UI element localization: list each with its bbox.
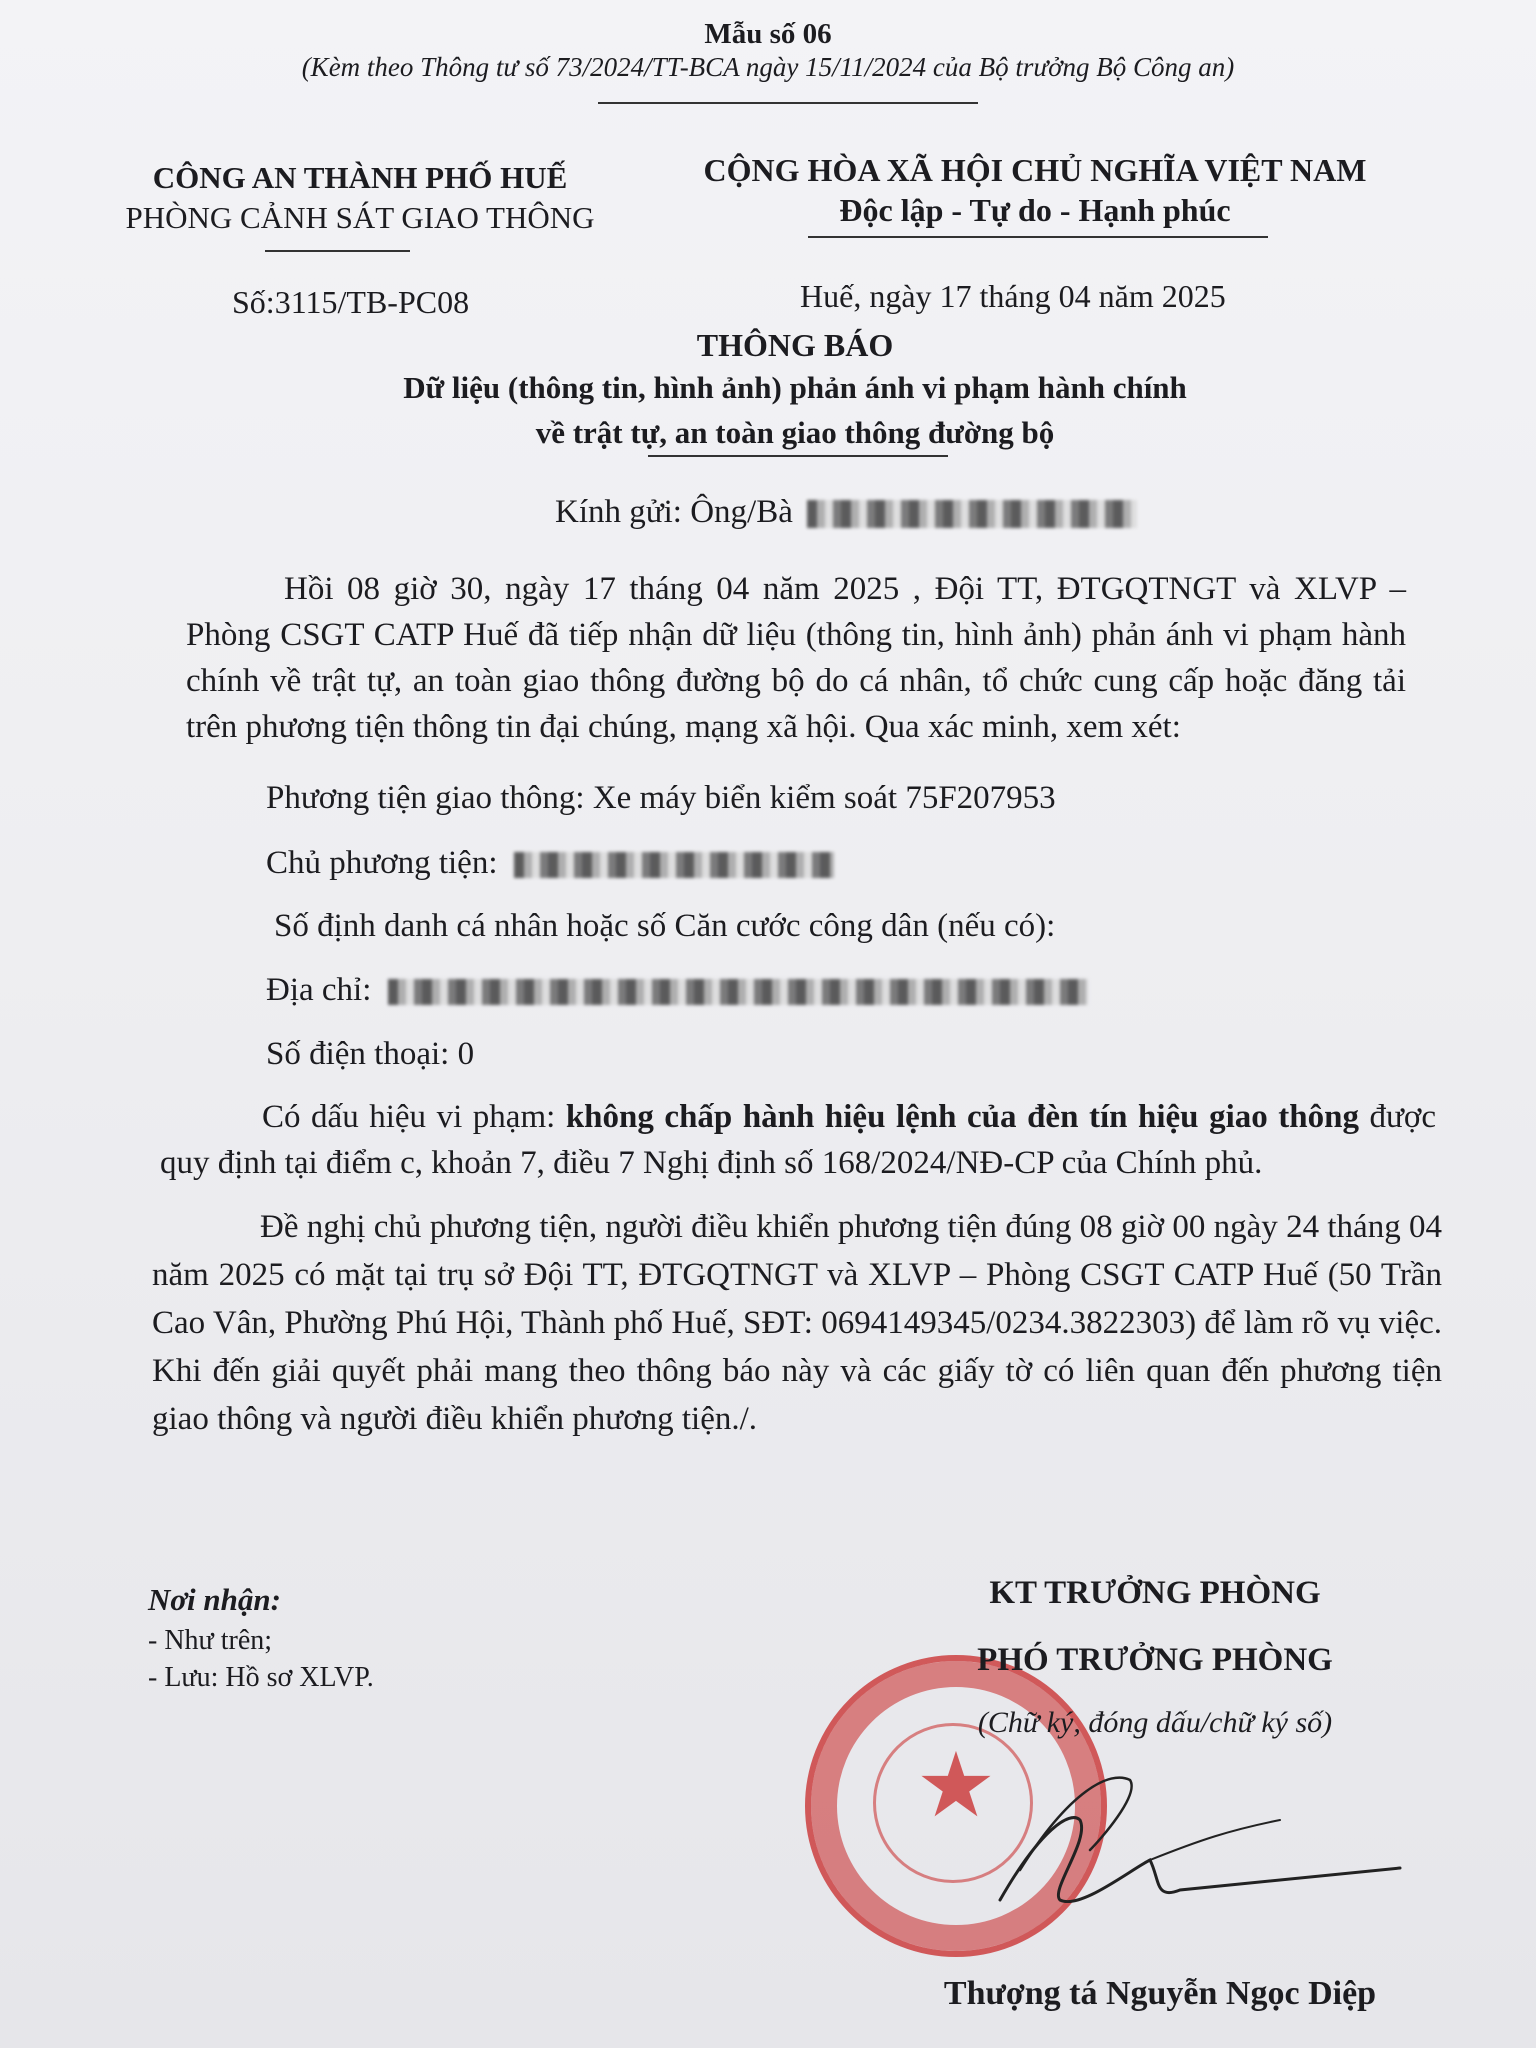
intro-paragraph: Hồi 08 giờ 30, ngày 17 tháng 04 năm 2025 , Đội TT, ĐTGQTNGT và XLVP – Phòng CSGT CATP Huế đã tiếp nhận dữ liệu (thông tin, hình ảnh) phản ánh vi phạm hành chính về trật tự, an toàn giao thông đường bộ do cá nhân, tổ chức cung cấp hoặc đăng tải trên phương tiện thông tin đại chúng, mạng xã hội. Qua xác minh, xem xét: <box>186 571 1406 745</box>
seal-star-icon: ★ <box>915 1737 997 1836</box>
nation-motto: Độc lập - Tự do - Hạnh phúc <box>839 192 1231 228</box>
divider <box>808 236 1268 238</box>
violation-label: Có dấu hiệu vi phạm: <box>262 1099 566 1135</box>
owner-line <box>266 845 834 882</box>
document-number: Số:3115/TB-PC08 <box>232 284 470 320</box>
document-subtitle-1: Dữ liệu (thông tin, hình ảnh) phản ánh vi phạm hành chính <box>403 370 1187 405</box>
handwritten-signature <box>980 1750 1420 1920</box>
nation-title: CỘNG HÒA XÃ HỘI CHỦ NGHĨA VIỆT NAM <box>703 152 1367 188</box>
violation-description: không chấp hành hiệu lệnh của đèn tín hiệu giao thông <box>565 1099 1359 1135</box>
signature-title-2: PHÓ TRƯỞNG PHÒNG <box>977 1642 1333 1678</box>
address-label: Địa chỉ: <box>266 972 372 1008</box>
vehicle-line: Phương tiện giao thông: Xe máy biển kiểm soát 75F207953 <box>266 780 1056 816</box>
divider <box>648 455 948 457</box>
phone-line: Số điện thoại: 0 <box>266 1036 475 1072</box>
address-line <box>266 972 1088 1009</box>
divider <box>265 250 410 252</box>
owner-label: Chủ phương tiện: <box>266 845 498 881</box>
divider <box>598 102 978 104</box>
document-title: THÔNG BÁO <box>696 327 894 363</box>
document-subtitle-2: về trật tự, an toàn giao thông đường bộ <box>535 415 1055 450</box>
violation-legal-basis: được quy định tại điểm c, khoản 7, điều 7 Nghị định số 168/2024/NĐ-CP của Chính phủ. <box>160 1099 1437 1181</box>
form-reference: (Kèm theo Thông tư số 73/2024/TT-BCA ngày 15/11/2024 của Bộ trưởng Bộ Công an) <box>301 52 1235 82</box>
recipients-item: - Lưu: Hồ sơ XLVP. <box>148 1662 374 1693</box>
agency-name: CÔNG AN THÀNH PHỐ HUẾ <box>152 160 568 195</box>
violation-paragraph <box>160 1094 1436 1186</box>
signature-note: (Chữ ký, đóng dấu/chữ ký số) <box>977 1706 1333 1739</box>
id-line: Số định danh cá nhân hoặc số Căn cước công dân (nếu có): <box>274 908 1056 944</box>
recipient-label: Kính gửi: Ông/Bà <box>555 494 793 530</box>
signer-name: Thượng tá Nguyễn Ngọc Diệp <box>943 1975 1377 2012</box>
redacted-address <box>388 979 1088 1005</box>
recipients-title: Nơi nhận: <box>148 1582 281 1617</box>
recipient-line <box>555 494 1137 531</box>
document-date: Huế, ngày 17 tháng 04 năm 2025 <box>800 278 1226 314</box>
recipients-item: - Như trên; <box>148 1625 273 1656</box>
redacted-owner <box>514 852 834 878</box>
signature-title-1: KT TRƯỞNG PHÒNG <box>989 1575 1321 1611</box>
form-number: Mẫu số 06 <box>704 18 832 50</box>
agency-department: PHÒNG CẢNH SÁT GIAO THÔNG <box>125 200 595 235</box>
request-paragraph: Đề nghị chủ phương tiện, người điều khiển phương tiện đúng 08 giờ 00 ngày 24 tháng 04 năm 2025 có mặt tại trụ sở Đội TT, ĐTGQTNGT và XLVP – Phòng CSGT CATP Huế (50 Trần Cao Vân, Phường Phú Hội, Thành phố Huế, SĐT: 0694149345/0234.3822303) để làm rõ vụ việc. Khi đến giải quyết phải mang theo thông báo này và các giấy tờ có liên quan đến phương tiện giao thông và người điều khiển phương tiện./. <box>152 1209 1442 1437</box>
redacted-name <box>807 500 1137 528</box>
